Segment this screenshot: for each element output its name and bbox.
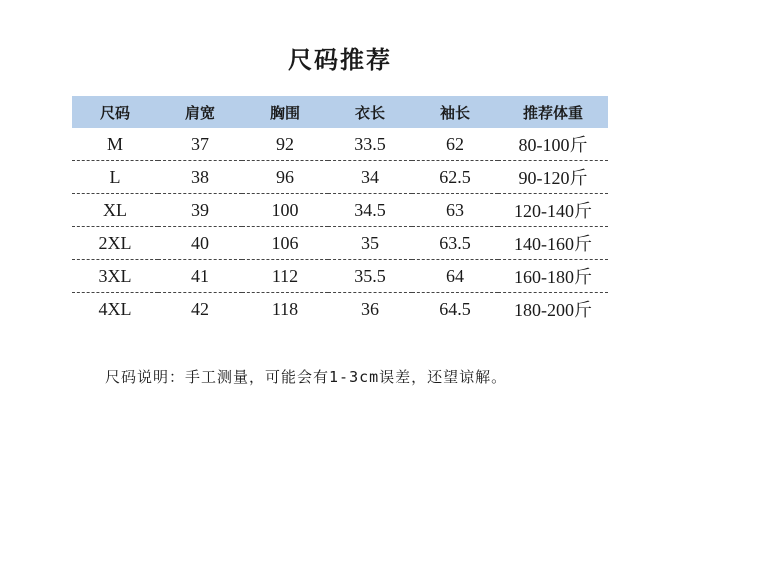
cell-recommended-weight: 80-100斤 bbox=[498, 128, 608, 161]
cell-shoulder-width: 37 bbox=[158, 128, 242, 161]
cell-bust: 106 bbox=[242, 227, 328, 260]
cell-recommended-weight: 140-160斤 bbox=[498, 227, 608, 260]
table-row bbox=[72, 227, 608, 260]
table-row bbox=[72, 194, 608, 227]
page-title: 尺码推荐 bbox=[288, 46, 392, 74]
cell-length: 34.5 bbox=[328, 194, 412, 227]
size-note: 尺码说明：手工测量，可能会有1-3cm误差，还望谅解。 bbox=[105, 368, 508, 386]
cell-recommended-weight: 180-200斤 bbox=[514, 300, 592, 320]
cell-sleeve-length: 64 bbox=[412, 260, 498, 293]
cell-length: 35.5 bbox=[328, 260, 412, 293]
table-row bbox=[72, 260, 608, 293]
cell-length: 36 bbox=[361, 298, 379, 319]
cell-recommended-weight: 90-120斤 bbox=[498, 161, 608, 194]
cell-sleeve-length: 64.5 bbox=[439, 298, 471, 319]
cell-sleeve-length: 63 bbox=[412, 194, 498, 227]
cell-sleeve-length: 62 bbox=[412, 128, 498, 161]
cell-size: M bbox=[72, 128, 158, 161]
cell-length: 34 bbox=[328, 161, 412, 194]
cell-size: L bbox=[72, 161, 158, 194]
header-size: 尺码 bbox=[72, 96, 158, 128]
cell-recommended-weight: 120-140斤 bbox=[498, 194, 608, 227]
cell-length: 35 bbox=[328, 227, 412, 260]
cell-length: 33.5 bbox=[328, 128, 412, 161]
cell-bust: 100 bbox=[242, 194, 328, 227]
cell-sleeve-length: 63.5 bbox=[412, 227, 498, 260]
cell-recommended-weight: 160-180斤 bbox=[498, 260, 608, 293]
table-row bbox=[72, 161, 608, 194]
cell-size: 2XL bbox=[72, 227, 158, 260]
cell-sleeve-length: 62.5 bbox=[412, 161, 498, 194]
cell-size: 3XL bbox=[72, 260, 158, 293]
table-row bbox=[72, 293, 608, 326]
cell-shoulder-width: 39 bbox=[158, 194, 242, 227]
header-recommended-weight: 推荐体重 bbox=[498, 96, 608, 128]
header-length: 衣长 bbox=[328, 96, 412, 128]
header-bust: 胸围 bbox=[242, 96, 328, 128]
table-header-row bbox=[72, 96, 608, 128]
size-chart-table bbox=[72, 96, 608, 325]
cell-bust: 96 bbox=[242, 161, 328, 194]
cell-shoulder-width: 40 bbox=[158, 227, 242, 260]
cell-shoulder-width: 38 bbox=[158, 161, 242, 194]
header-shoulder-width: 肩宽 bbox=[158, 96, 242, 128]
cell-size: XL bbox=[72, 194, 158, 227]
cell-bust: 118 bbox=[271, 298, 299, 319]
cell-bust: 112 bbox=[242, 260, 328, 293]
cell-shoulder-width: 41 bbox=[158, 260, 242, 293]
cell-shoulder-width: 42 bbox=[191, 298, 209, 319]
cell-bust: 92 bbox=[242, 128, 328, 161]
cell-size: 4XL bbox=[98, 298, 132, 319]
table-row bbox=[72, 128, 608, 161]
header-sleeve-length: 袖长 bbox=[412, 96, 498, 128]
